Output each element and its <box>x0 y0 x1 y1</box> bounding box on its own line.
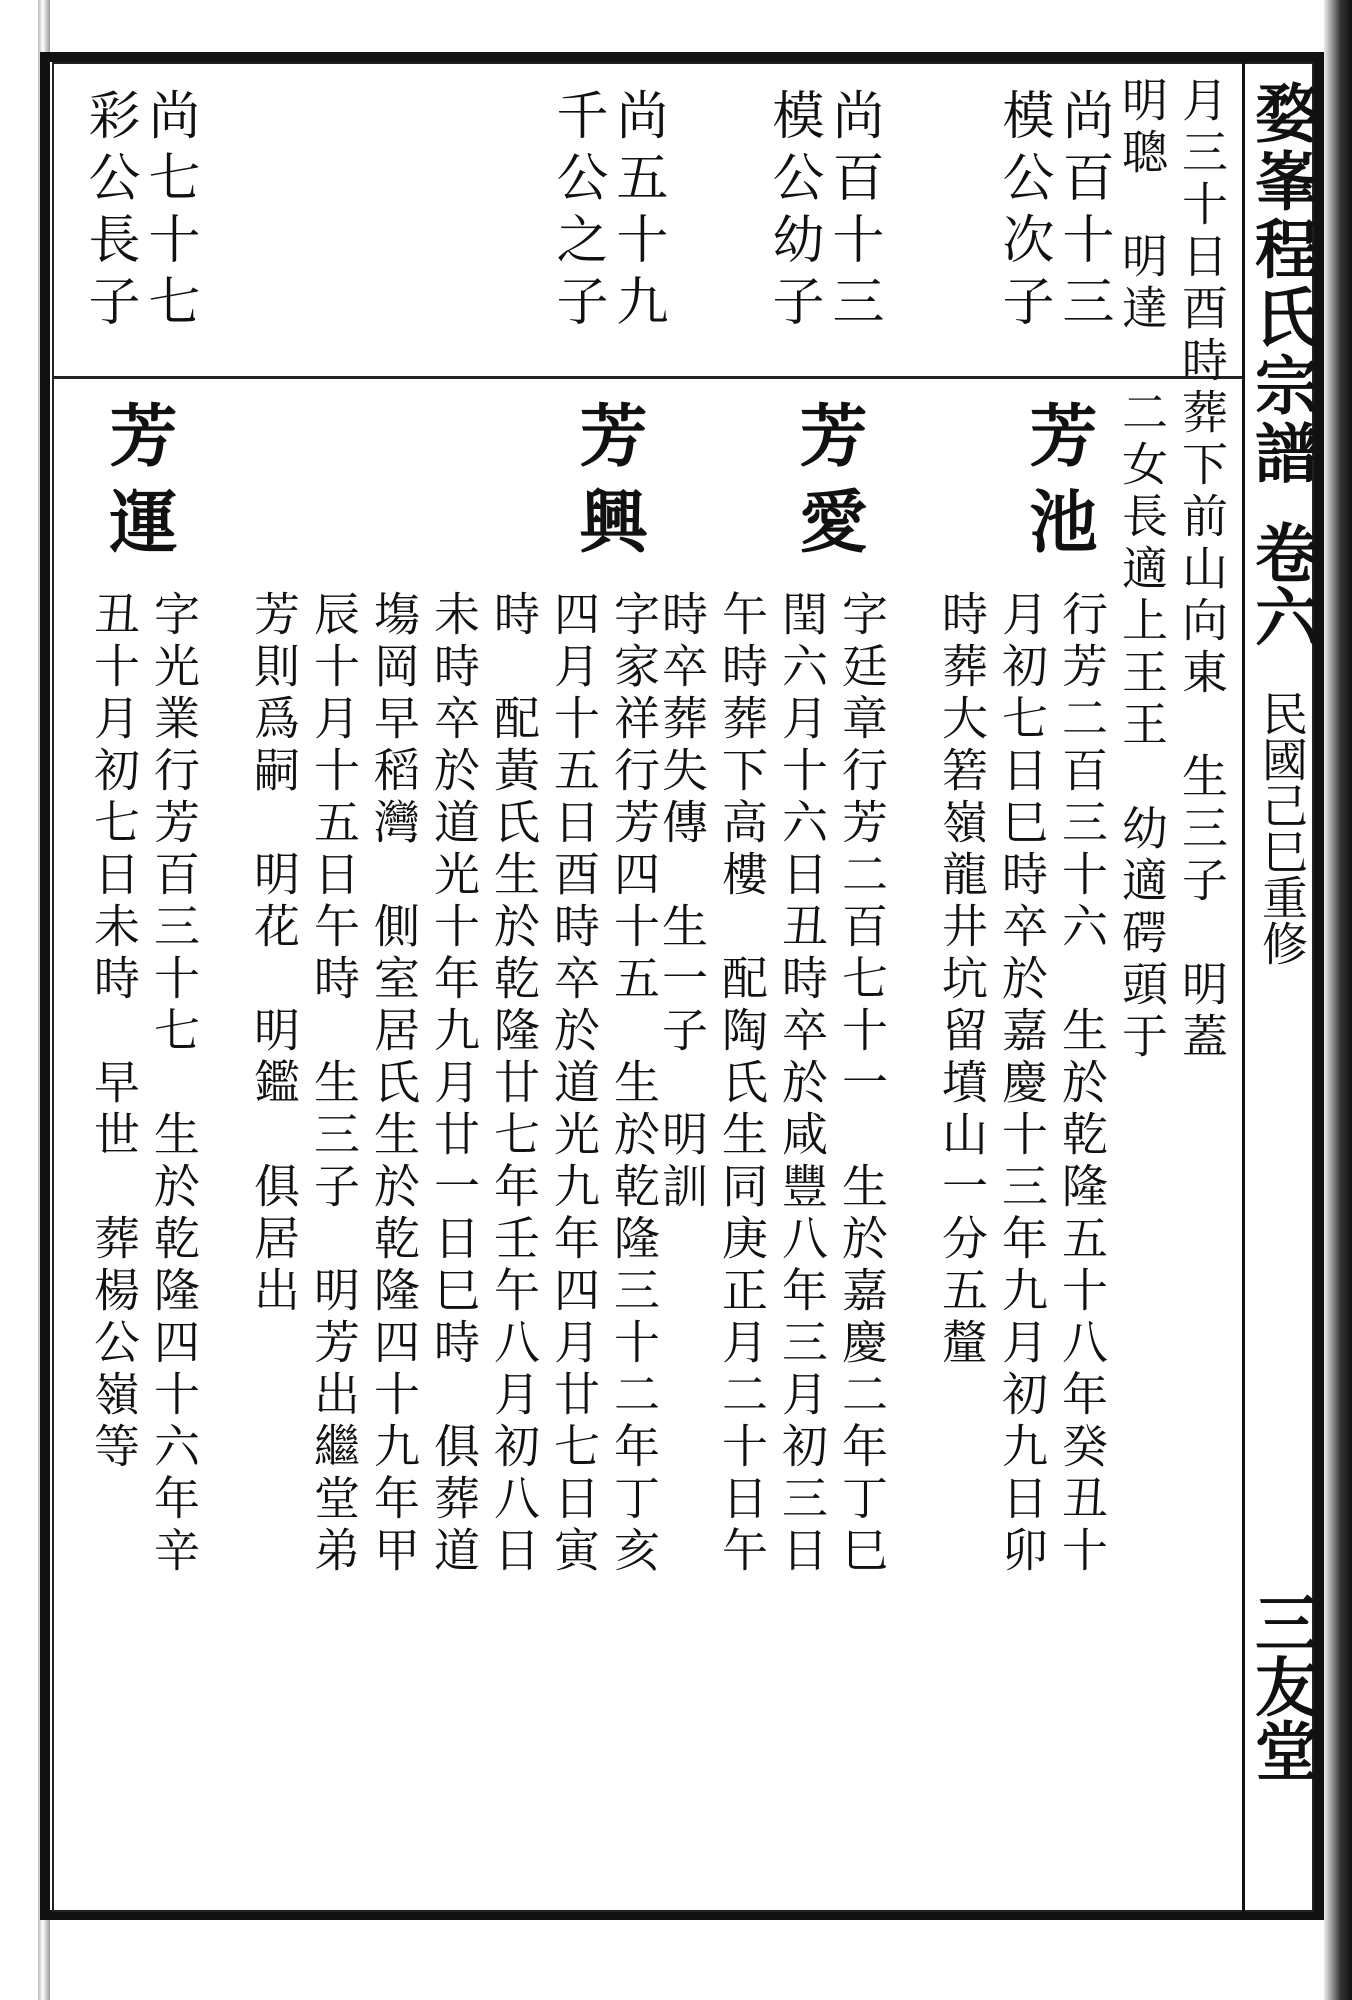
entry-parent-line: 尚百十三 <box>1053 88 1113 336</box>
entry-text-line: 行芳二百三十六 生於乾隆五十八年癸丑十 <box>1055 590 1109 1578</box>
page-edge-right <box>1324 0 1352 2000</box>
entry-text-line: 閏六月十六日丑時卒於咸豐八年三月初三日 <box>775 590 829 1578</box>
entry-parent-line: 尚七十七 <box>139 88 199 336</box>
continuation-line: 明聰 明達 二女長適上王王 幼適𥔲頭于 <box>1115 76 1169 1064</box>
entry-parent-line: 模公次子 <box>993 88 1053 336</box>
banner-volume: 卷六 <box>1244 520 1319 648</box>
entry-text-line: 四月十五日酉時卒於道光九年四月廿七日寅 <box>547 590 601 1578</box>
entry-name: 芳興 <box>568 400 648 572</box>
entry-parent-line: 尚百十三 <box>823 88 883 336</box>
entry-parent-line: 模公幼子 <box>763 88 823 336</box>
entry-text-line: 辰十月十五日午時 生三子 明芳出繼堂弟 <box>307 590 361 1578</box>
entry-text-line: 時卒葬失傳 生一子 明訓 <box>655 590 709 1214</box>
entry-text-line: 時葬大箬嶺龍井坑留墳山一分五釐 <box>935 590 989 1370</box>
entry-text-line: 時 配黃氏生於乾隆廿七年壬午八月初八日 <box>487 590 541 1578</box>
entry-text-line: 字光業行芳百三十七 生於乾隆四十六年辛 <box>147 590 201 1578</box>
entry-name: 芳運 <box>98 400 178 572</box>
entry-text-line: 月初七日巳時卒於嘉慶十三年九月初九日卯 <box>995 590 1049 1578</box>
continuation-line: 月三十日酉時葬下前山向東 生三子 明蓋 <box>1175 76 1229 1064</box>
entry-name: 芳愛 <box>788 400 868 572</box>
entry-text-line: 未時卒於道光十年九月廿一日巳時 俱葬道 <box>427 590 481 1578</box>
entry-parent-line: 彩公長子 <box>79 88 139 336</box>
banner-hall: 三友堂 <box>1244 1590 1319 1782</box>
entry-text-line: 塲岡早稻灣 側室居氏生於乾隆四十九年甲 <box>367 590 421 1578</box>
entry-text-line: 丑十月初七日未時 早世 葬楊公嶺等 <box>87 590 141 1474</box>
entry-parent-line: 千公之子 <box>547 88 607 336</box>
entry-text-line: 芳則爲嗣 明花 明鑑 俱居出 <box>247 590 301 1318</box>
entry-text-line: 字廷章行芳二百七十一 生於嘉慶二年丁巳 <box>835 590 889 1578</box>
entry-parent-line: 尚五十九 <box>607 88 667 336</box>
row-divider <box>52 376 1242 379</box>
banner-title: 婺峯程氏宗譜 <box>1244 80 1319 488</box>
entry-name: 芳池 <box>1018 400 1098 572</box>
banner-edition: 民國己巳重修 <box>1255 690 1309 966</box>
entry-text-line: 午時葬下高樓 配陶氏生同庚正月二十日午 <box>715 590 769 1578</box>
entry-text-line: 字家祥行芳四十五 生於乾隆三十二年丁亥 <box>607 590 661 1578</box>
